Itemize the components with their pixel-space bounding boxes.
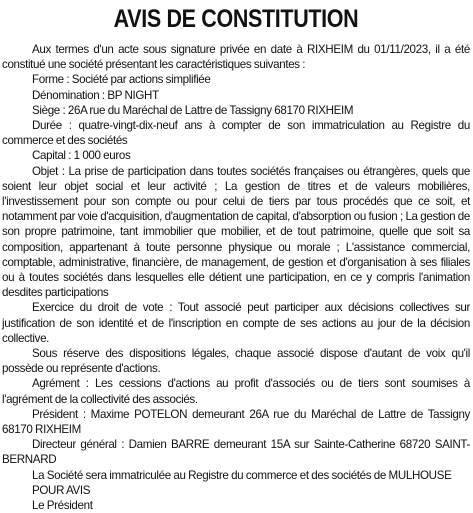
form-line: Forme : Société par actions simplifiée: [32, 73, 211, 87]
legal-notice: [2, 2, 470, 513]
notice-body: [2, 42, 470, 513]
signatory-line: Le Président: [32, 499, 93, 513]
approval-paragraph: Agrément : Les cessions d'actions au profit d'associés ou de tiers sont soumises à l'agrément de la collectivité des associés.: [2, 377, 470, 406]
duration-line: Durée : quatre-vingt-dix-neuf ans à compter de son immatriculation au Registre du commerce et des sociétés: [2, 119, 470, 148]
capital-line: Capital : 1 000 euros: [32, 149, 131, 163]
intro-paragraph: Aux termes d'un acte sous signature privée en date à RIXHEIM du 01/11/2023, il a été constitué une société présentant les caractéristiques suivantes :: [2, 43, 470, 72]
registered-office-line: Siège : 26A rue du Maréchal de Lattre de Tassigny 68170 RIXHEIM: [32, 103, 354, 117]
name-line: Dénomination : BP NIGHT: [32, 88, 159, 102]
president-paragraph: Président : Maxime POTELON demeurant 26A rue du Maréchal de Lattre de Tassigny 68170 RIXHEIM: [2, 407, 470, 437]
notice-title: AVIS DE CONSTITUTION: [113, 5, 359, 33]
purpose-paragraph: Objet : La prise de participation dans toutes sociétés françaises ou étrangères, quels que soient leur objet social et leur activité ; La gestion de titres et de valeurs mobilières, l'investissement pour son compte ou pour celui de tiers par tous procédés que ce soit, et notamment par voie d'acquisition, d'augmentation de capital, d'absorption ou fusion ; La gestion de son propre patrimoine, tant immobilier que mobilier, et de tout patrimoine, quelle que soit sa composition, appartenant à toute personne physique ou morale ; L'assistance commercial, comptable, administrative, financière, de management, de gestion et d'organisation à ses filiales ou à toutes sociétés dans lesquelles elle détient une participation, en ce y compris l'animation desdites participations: [2, 164, 470, 300]
voting-rights-paragraph: Exercice du droit de vote : Tout associé peut participer aux décisions collectives sur justification de son identité et de l'inscription en compte de ses actions au jour de la décision collective.: [2, 301, 470, 345]
legal-reserve-paragraph: Sous réserve des dispositions légales, chaque associé dispose d'autant de voix qu'il possède ou représente d'actions.: [2, 347, 470, 376]
registration-paragraph: La Société sera immatriculée au Registre du commerce et des sociétés de MULHOUSE: [32, 468, 452, 482]
pour-avis-line: POUR AVIS: [32, 483, 91, 497]
general-director-paragraph: Directeur général : Damien BARRE demeurant 15A sur Sainte-Catherine 68720 SAINT-BERNARD: [2, 438, 470, 467]
